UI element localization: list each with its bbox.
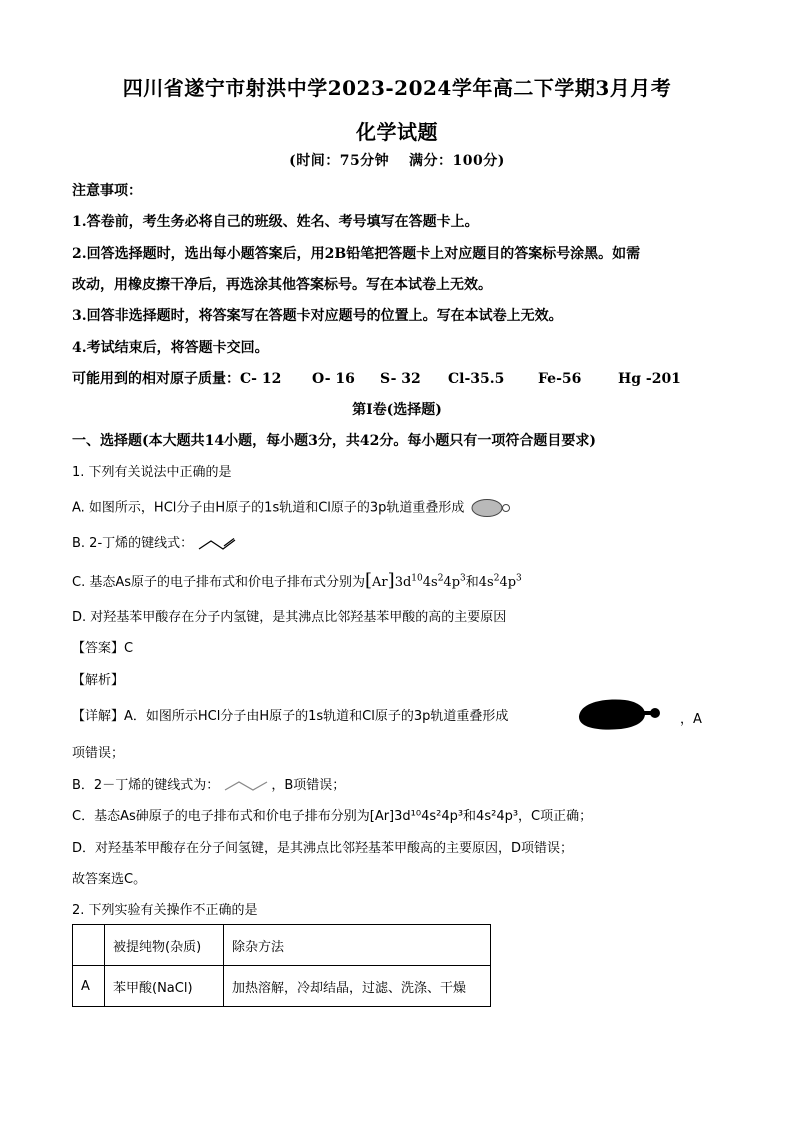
note-3: 3.回答非选择题时，将答案写在答题卡对应题号的位置上。写在本试卷上无效。 (72, 308, 563, 324)
atomic-mass-fe: Fe-56 (538, 371, 582, 387)
atomic-mass-hg: Hg -201 (618, 371, 681, 387)
table-cell: 加热溶解，冷却结晶，过滤、洗涤、干燥 (224, 966, 491, 1007)
q1-option-a-text: A. 如图所示，HCl分子由H原子的1s轨道和Cl原子的3p轨道重叠形成 (72, 500, 465, 516)
q2-table (72, 924, 491, 1007)
q1-stem: 1. 下列有关说法中正确的是 (72, 465, 232, 480)
q1-option-a (72, 498, 732, 518)
table-header-cell: 除杂方法 (224, 925, 491, 966)
q1-option-c-text: C. 基态As原子的电子排布式和价电子排布式分别为 (72, 575, 366, 590)
note-2-cont: 改动，用橡皮擦干净后，再选涂其他答案标号。写在本试卷上无效。 (72, 277, 492, 293)
volume-title: 第Ⅰ卷(选择题) (352, 402, 442, 418)
butene-skeletal-icon (197, 536, 243, 552)
q1-option-c-and: 和 (465, 575, 479, 590)
q1-option-b (72, 535, 732, 553)
atomic-mass-label: 可能用到的相对原子质量： (72, 371, 240, 387)
q1-detail-b-text: B．2－丁烯的键线式为： (72, 778, 220, 793)
atomic-mass-o: O- 16 (312, 371, 355, 387)
orbital-overlap-dark-icon (575, 697, 665, 733)
butene-skeletal-gray-icon (223, 779, 271, 793)
q1-option-b-text: B. 2-丁烯的键线式： (72, 536, 194, 551)
atomic-masses (72, 370, 732, 388)
note-4: 4.考试结束后，将答题卡交回。 (72, 340, 269, 356)
atomic-mass-s: S- 32 (380, 371, 421, 387)
exam-subject: 化学试题 (356, 120, 438, 144)
q1-option-c: C. 基态As原子的电子排布式和价电子排布式分别为$[Ar]3d^{10}4s^24p^3$和$4s^24p^3$ (72, 570, 522, 591)
table-cell: 苯甲酸(NaCl) (105, 966, 224, 1007)
atomic-mass-cl: Cl-35.5 (448, 371, 505, 387)
q1-analysis: 【解析】 (72, 673, 125, 688)
q1-detail-b (72, 777, 732, 795)
q1-option-c-ar: Ar (372, 575, 388, 590)
notes-heading: 注意事项： (72, 183, 142, 199)
q1-detail-a-line2: 项错误； (72, 746, 125, 761)
table-header-cell (73, 925, 105, 966)
table-header-row (73, 925, 491, 966)
part-title: 一、选择题(本大题共14小题，每小题3分，共42分。每小题只有一项符合题目要求) (72, 433, 596, 449)
q1-answer: 【答案】C (72, 641, 134, 656)
note-2: 2.回答选择题时，选出每小题答案后，用2B铅笔把答题卡上对应题目的答案标号涂黑。如需 (72, 246, 641, 262)
table-cell: A (73, 966, 105, 1007)
atomic-mass-c: C- 12 (240, 371, 282, 387)
q1-conclusion: 故答案选C。 (72, 872, 147, 887)
table-header-cell: 被提纯物(杂质) (105, 925, 224, 966)
q1-detail-a-tail: ，A (680, 712, 702, 727)
table-row (73, 966, 491, 1007)
q2-stem: 2. 下列实验有关操作不正确的是 (72, 903, 258, 918)
q1-detail-c: C．基态As砷原子的电子排布式和价电子排布分别为[Ar]3d¹⁰4s²4p³和4s²4p³，C项正确； (72, 809, 593, 824)
q1-detail-a-text: 【详解】A．如图所示HCl分子由H原子的1s轨道和Cl原子的3p轨道重叠形成 (72, 709, 509, 724)
exam-title: 四川省遂宁市射洪中学2023-2024学年高二下学期3月月考 (122, 76, 672, 100)
note-1: 1.答卷前，考生务必将自己的班级、姓名、考号填写在答题卡上。 (72, 214, 479, 230)
q1-detail-d: D．对羟基苯甲酸存在分子间氢键，是其沸点比邻羟基苯甲酸高的主要原因，D项错误； (72, 841, 574, 856)
orbital-overlap-icon (469, 498, 511, 518)
exam-info: (时间：75分钟 满分：100分) (289, 153, 505, 169)
q1-option-d: D. 对羟基苯甲酸存在分子内氢键，是其沸点比邻羟基苯甲酸的高的主要原因 (72, 610, 507, 625)
q1-detail-b-suffix: ，B项错误； (271, 778, 346, 793)
